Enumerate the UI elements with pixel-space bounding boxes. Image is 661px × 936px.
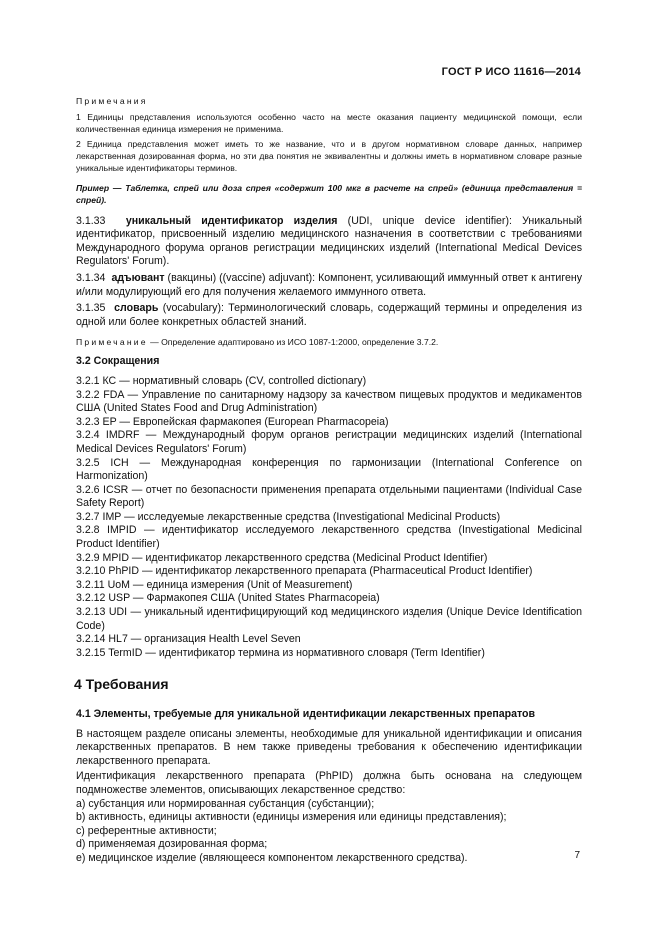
abbreviation-item: 3.2.3 EP — Европейская фармакопея (European Pharmacopeia) [76, 415, 389, 428]
list-item: c) референтные активности; [76, 824, 217, 837]
example-text: — Таблетка, спрей или доза спрея «содержит 100 мкг в расчете на спрей» (единица представления = спрей). [76, 183, 582, 205]
term-definition: (vocabulary): Терминологический словарь, содержащий термины и определения из одной или более конкретных областей знаний. [76, 302, 582, 328]
page-number: 7 [574, 850, 580, 861]
abbreviation-item: 3.2.1 КС — нормативный словарь (CV, controlled dictionary) [76, 374, 367, 387]
abbreviation-item: 3.2.7 IMP — исследуемые лекарственные средства (Investigational Medicinal Products) [76, 510, 501, 523]
example-label: Пример [76, 183, 110, 193]
note-paragraph [76, 336, 582, 348]
abbreviation-item: 3.2.4 IMDRF — Международный форум органов регистрации медицинских изделий (International Medical Devices Regulators' Forum) [76, 429, 582, 455]
section-3-2-title: 3.2 Сокращения [76, 355, 160, 368]
terms-list [76, 215, 582, 330]
abbreviation-item: 3.2.6 ICSR — отчет по безопасности применения препарата отдельными пациентами (Individual Case Safety Report) [76, 483, 582, 510]
notes-list [76, 111, 582, 174]
term-number: 3.1.33 [76, 214, 106, 227]
abbreviation-item: 3.2.15 TermID — идентификатор термина из нормативного словаря (Term Identifier) [76, 646, 485, 659]
document-header-code: ГОСТ Р ИСО 11616—2014 [441, 66, 581, 78]
term-definition: (вакцины) ((vaccine) adjuvant): Компонент, усиливающий иммунный ответ к антигену и/или модулирующий его для получения желаемого иммунного ответа. [76, 271, 582, 298]
term-entry [76, 302, 582, 329]
list-item: b) активность, единицы активности (единицы измерения или единицы представления); [76, 811, 507, 824]
section-4-title: 4 Требования [74, 676, 169, 693]
abbreviation-item: 3.2.14 HL7 — организация Health Level Seven [76, 633, 301, 646]
abbreviation-item: 3.2.2 FDA — Управление по санитарному надзору за качеством пищевых продуктов и медикаментов США (United States Food and Drug Administration) [76, 388, 582, 415]
term-definition: (UDI, unique device identifier): Уникальный идентификатор, присвоенный изделию медицинского назначения в соответствии с требованиями Международного форума органов регистрации медицинских изделий (International Medical Devices Regulators' Forum). [76, 214, 582, 268]
section-4-1-paragraph: В настоящем разделе описаны элементы, необходимые для уникальной идентификации и описания лекарственных препаратов. В нем также приведены требования к обеспечению идентификации лекарственного препарата. [76, 727, 582, 767]
term-name: уникальный идентификатор изделия [125, 214, 338, 227]
abbreviation-item: 3.2.13 UDI — уникальный идентифицирующий код медицинского изделия (Unique Device Identification Code) [76, 606, 582, 632]
note-item: 1 Единицы представления используются особенно часто на месте оказания пациенту медицинской помощи, если количественная единица измерения не применима. [76, 112, 582, 134]
term-number: 3.1.35 [76, 302, 106, 315]
abbreviation-item: 3.2.12 USP — Фармакопея США (United States Pharmacopeia) [76, 592, 380, 605]
list-item: d) применяемая дозированная форма; [76, 838, 268, 851]
term-entry [76, 215, 582, 269]
notes-title: Примечания [76, 96, 148, 106]
abbreviation-item: 3.2.8 IMPID — идентификатор исследуемого лекарственного средства (Investigational Medicinal Product Identifier) [76, 524, 582, 551]
abbreviations-list [76, 375, 582, 660]
list-item: a) субстанция или нормированная субстанция (субстанции); [76, 797, 375, 810]
example-paragraph [76, 182, 582, 206]
term-name: словарь [114, 302, 159, 315]
section-4-1-title: 4.1 Элементы, требуемые для уникальной идентификации лекарственных препаратов [76, 708, 536, 720]
phpid-elements-list [76, 798, 582, 866]
abbreviation-item: 3.2.9 MPID — идентификатор лекарственного средства (Medicinal Product Identifier) [76, 551, 488, 564]
section-4-1-paragraph: Идентификация лекарственного препарата (PhPID) должна быть основана на следующем подмножестве элементов, описывающих лекарственное средство: [76, 770, 582, 796]
term-entry [76, 272, 582, 299]
note-label: Примечание [76, 337, 148, 348]
term-name: адъювант [111, 271, 165, 284]
list-item: e) медицинское изделие (являющееся компонентом лекарственного средства). [76, 851, 468, 864]
term-number: 3.1.34 [76, 271, 106, 284]
abbreviation-item: 3.2.11 UoM — единица измерения (Unit of Measurement) [76, 578, 353, 591]
note-item: 2 Единица представления может иметь то же название, что и в другом нормативном словаре данных, например лекарственная дозированная форма, но эти два понятия не эквивалентны и должны иметь в нормативном словаре разные уникальные идентификаторы терминов. [76, 139, 582, 173]
abbreviation-item: 3.2.5 ICH — Международная конференция по гармонизации (International Conference on Harmonization) [76, 456, 582, 483]
note-text: — Определение адаптировано из ИСО 1087-1:2000, определение 3.7.2. [147, 337, 439, 348]
page-content [76, 95, 582, 866]
abbreviation-item: 3.2.10 PhPID — идентификатор лекарственного препарата (Pharmaceutical Product Identifier) [76, 565, 533, 578]
